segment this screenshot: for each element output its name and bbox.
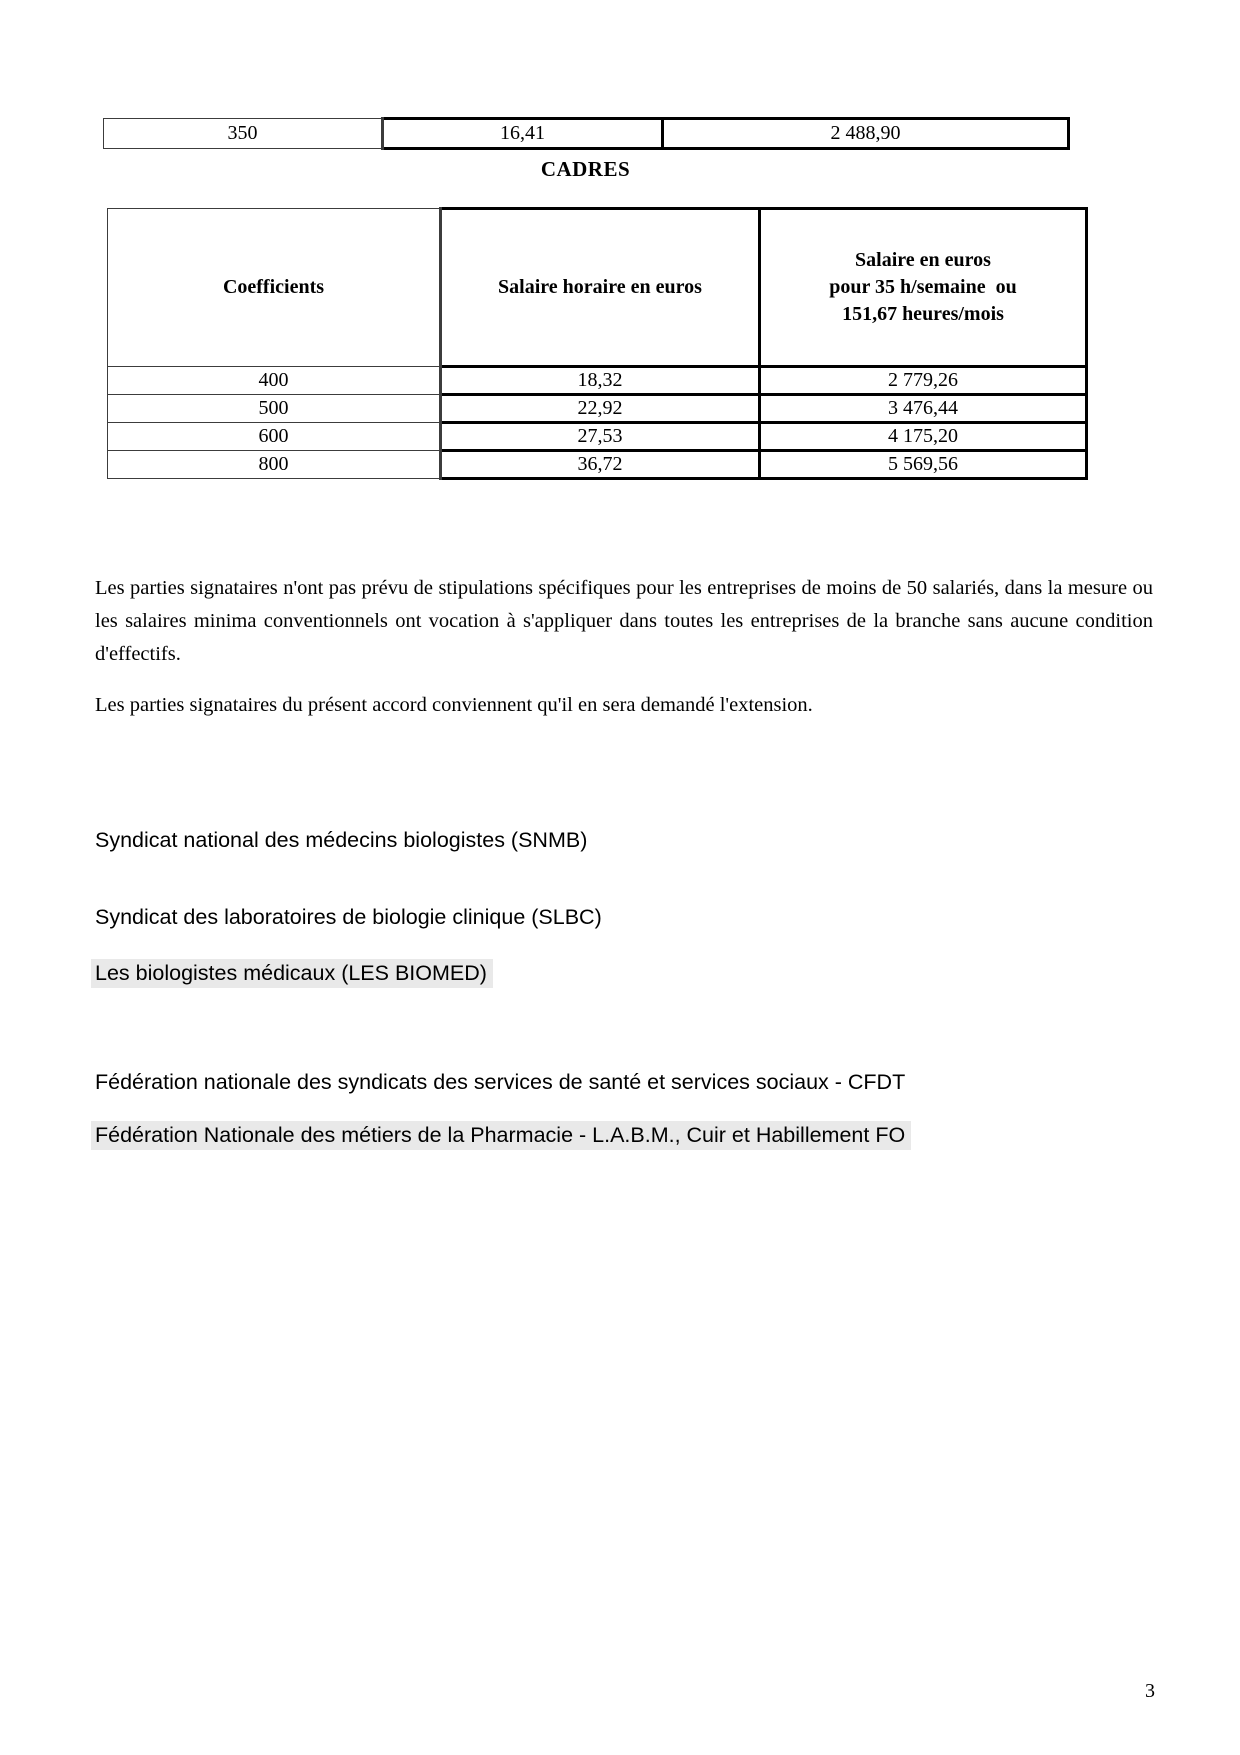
carryover-salary-table: [103, 117, 1070, 150]
table-row: [108, 367, 1087, 395]
monthly-salary-cell: 4 175,20: [760, 423, 1087, 451]
paragraph-small-companies: Les parties signataires n'ont pas prévu de stipulations spécifiques pour les entreprises de moins de 50 salariés, dans la mesure ou les salaires minima conventionnels ont vocation à s'appliquer dans toutes les entreprises de la branche sans aucune condition d'effectifs.: [95, 576, 1153, 665]
hourly-salary-cell: 18,32: [441, 367, 760, 395]
hourly-salary-cell: 27,53: [441, 423, 760, 451]
signatory-fo: Fédération Nationale des métiers de la Pharmacie - L.A.B.M., Cuir et Habillement FO: [95, 1120, 1195, 1150]
monthly-header-line2: pour 35 h/semaine ou: [829, 276, 1017, 298]
table-header-row: [108, 209, 1087, 367]
signatory-les-biomed: Les biologistes médicaux (LES BIOMED): [95, 958, 1195, 988]
column-header-hourly-salary: Salaire horaire en euros: [441, 209, 760, 367]
column-header-coefficients: Coefficients: [108, 209, 441, 367]
cadres-salary-table: [107, 207, 1088, 480]
page-number: 3: [1145, 1680, 1155, 1702]
paragraph-extension: Les parties signataires du présent accord conviennent qu'il en sera demandé l'extension.: [95, 693, 813, 716]
monthly-salary-cell: 2 488,90: [663, 119, 1069, 149]
section-title: CADRES: [540, 157, 631, 181]
table-row: [108, 423, 1087, 451]
monthly-header-line3: 151,67 heures/mois: [842, 303, 1004, 325]
hourly-salary-cell: 22,92: [441, 395, 760, 423]
signatory-cfdt: Fédération nationale des syndicats des services de santé et services sociaux - CFDT: [95, 1070, 906, 1094]
monthly-salary-cell: 3 476,44: [760, 395, 1087, 423]
hourly-salary-cell: 36,72: [441, 451, 760, 479]
coefficient-cell: 600: [108, 423, 441, 451]
table-row: [104, 119, 1069, 149]
monthly-salary-cell: 2 779,26: [760, 367, 1087, 395]
signatory-snmb: Syndicat national des médecins biologistes (SNMB): [95, 828, 588, 852]
coefficient-cell: 800: [108, 451, 441, 479]
coefficient-cell: 400: [108, 367, 441, 395]
coefficient-cell: 350: [104, 119, 383, 149]
hourly-salary-cell: 16,41: [383, 119, 663, 149]
column-header-monthly-salary: [760, 209, 1087, 367]
table-row: [108, 451, 1087, 479]
monthly-salary-cell: 5 569,56: [760, 451, 1087, 479]
monthly-header-line1: Salaire en euros: [855, 249, 991, 271]
signatory-slbc: Syndicat des laboratoires de biologie clinique (SLBC): [95, 905, 602, 929]
coefficient-cell: 500: [108, 395, 441, 423]
table-row: [108, 395, 1087, 423]
